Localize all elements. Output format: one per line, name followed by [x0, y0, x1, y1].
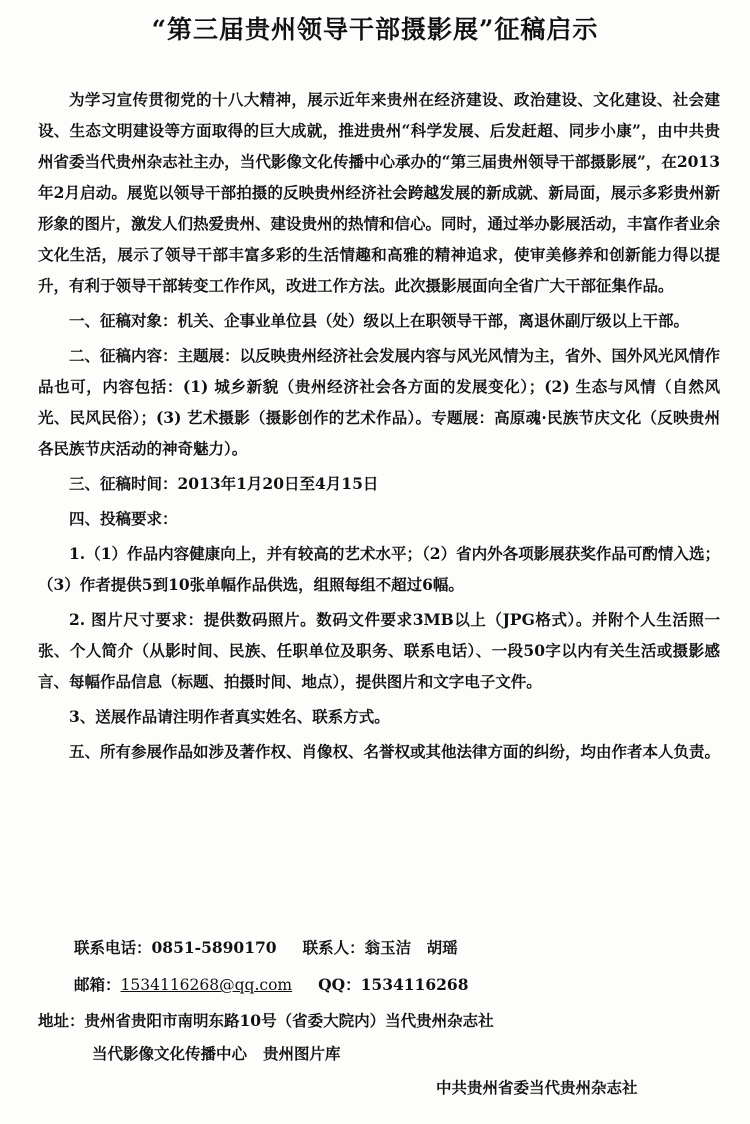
- section-4-requirements: 四、投稿要求：: [69, 509, 178, 528]
- organizer-media-center: 当代影像文化传播中心: [92, 1044, 248, 1063]
- contact-qq: QQ：1534116268: [318, 975, 469, 994]
- email-label: 邮箱：: [74, 975, 121, 994]
- contact-phone: 联系电话：0851-5890170: [74, 938, 277, 957]
- contact-email-line: [74, 973, 468, 995]
- signature: 中共贵州省委当代贵州杂志社: [436, 1078, 638, 1097]
- document-body: [38, 84, 720, 771]
- organizer-photo-library: 贵州图片库: [263, 1044, 341, 1063]
- document-title: “第三届贵州领导干部摄影展”征稿启示: [151, 15, 599, 44]
- organizer-line: [92, 1042, 341, 1064]
- email-link[interactable]: 1534116268@qq.com: [120, 976, 293, 994]
- contact-person: 联系人：翁玉洁 胡瑶: [302, 938, 458, 957]
- contact-phone-line: [74, 936, 458, 958]
- intro-paragraph: 为学习宣传贯彻党的十八大精神，展示近年来贵州在经济建设、政治建设、文化建设、社会建设、生态文明建设等方面取得的巨大成就，推进贵州“科学发展、后发赶超、同步小康”，由中共贵州省委当代贵州杂志社主办，当代影像文化传播中心承办的“第三届贵州领导干部摄影展”，在2013年2月启动。展览以领导干部拍摄的反映贵州经济社会跨越发展的新成就、新局面，展示多彩贵州新形象的图片，激发人们热爱贵州、建设贵州的热情和信心。同时，通过举办影展活动，丰富作者业余文化生活，展示了领导干部丰富多彩的生活情趣和高雅的精神追求，使审美修养和创新能力得以提升，有利于领导干部转变工作作风，改进工作方法。此次摄影展面向全省广大干部征集作品。: [38, 90, 721, 295]
- requirement-1: 1.（1）作品内容健康向上，并有较高的艺术水平；（2）省内外各项影展获奖作品可酌情入选；（3）作者提供5到10张单幅作品供选，组照每组不超过6幅。: [38, 544, 720, 594]
- contact-address: 地址：贵州省贵阳市南明东路10号（省委大院内）当代贵州杂志社: [38, 1011, 494, 1030]
- section-1-target: 一、征稿对象：机关、企事业单位县（处）级以上在职领导干部，离退休副厅级以上干部。: [69, 311, 690, 330]
- requirement-3: 3、送展作品请注明作者真实姓名、联系方式。: [69, 707, 390, 726]
- section-5-liability: 五、所有参展作品如涉及著作权、肖像权、名誉权或其他法律方面的纠纷，均由作者本人负责。: [69, 742, 721, 761]
- requirement-2: 2. 图片尺寸要求：提供数码照片。数码文件要求3MB以上（JPG格式）。并附个人生活照一张、个人简介（从影时间、民族、任职单位及职务、联系电话）、一段50字以内有关生活或摄影感言、每幅作品信息（标题、拍摄时间、地点），提供图片和文字电子文件。: [38, 610, 720, 691]
- section-2-content: 二、征稿内容：主题展：以反映贵州经济社会发展内容与风光风情为主，省外、国外风光风情作品也可，内容包括：(1) 城乡新貌（贵州经济社会各方面的发展变化）；(2) 生态与风情（自然风光、民风民俗）；(3) 艺术摄影（摄影创作的艺术作品）。专题展：高原魂·民族节庆文化（反映贵州各民族节庆活动的神奇魅力）。: [38, 346, 721, 458]
- section-3-time: 三、征稿时间：2013年1月20日至4月15日: [69, 474, 379, 493]
